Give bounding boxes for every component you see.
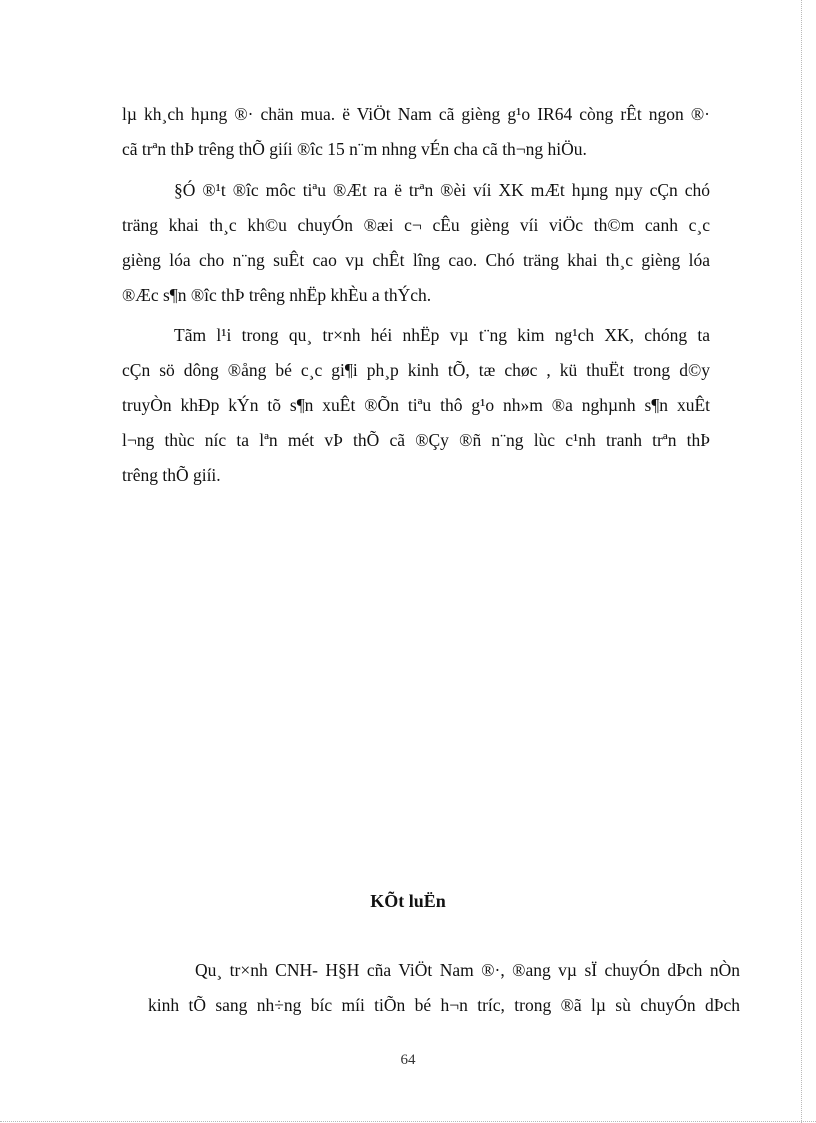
paragraph-3-line-5: trêng thÕ giíi. xyxy=(122,465,221,485)
paragraph-1-line-2: cã trªn thÞ trêng thÕ giíi ®îc 15 n¨m nhng vÉn cha cã th¬ng hiÖu. xyxy=(122,139,587,159)
page-border-bottom xyxy=(0,1121,816,1122)
paragraph-2-line-3: gièng lóa cho n¨ng suÊt cao vµ chÊt lîng cao. Chó träng khai th¸c gièng lóa xyxy=(122,250,710,270)
paragraph-2-line-2: träng khai th¸c kh©u chuyÓn ®æi c¬ cÊu gièng víi viÖc th©m canh c¸c xyxy=(122,215,710,235)
conclusion-line-2: kinh tÕ sang nh÷ng bíc míi tiÕn bé h¬n tríc, trong ®ã lµ sù chuyÓn dÞch xyxy=(148,995,740,1015)
conclusion-line-1: Qu¸ tr×nh CNH- H§H cña ViÖt Nam ®·, ®ang vµ sÏ chuyÓn dÞch nÒn xyxy=(195,960,740,980)
paragraph-3-line-1: Tãm l¹i trong qu¸ tr×nh héi nhËp vµ t¨ng kim ng¹ch XK, chóng ta xyxy=(174,325,710,345)
paragraph-1 xyxy=(122,97,710,167)
paragraph-2 xyxy=(122,173,710,313)
paragraph-2-line-1: §Ó ®¹t ®îc môc tiªu ®Æt ra ë trªn ®èi víi XK mÆt hµng nµy cÇn chó xyxy=(174,180,710,200)
paragraph-3 xyxy=(122,318,710,493)
page-border-right xyxy=(801,0,802,1123)
paragraph-1-line-1: lµ kh¸ch hµng ®· chän mua. ë ViÖt Nam cã gièng g¹o IR64 còng rÊt ngon ®· xyxy=(122,104,710,124)
paragraph-3-line-3: truyÒn khÐp kÝn tõ s¶n xuÊt ®Õn tiªu thô g¹o nh»m ®a nghµnh s¶n xuÊt xyxy=(122,395,710,415)
conclusion-paragraph xyxy=(150,953,740,1023)
paragraph-2-line-4: ®Æc s¶n ®îc thÞ trêng nhËp khÈu a thÝch. xyxy=(122,285,432,305)
paragraph-3-line-2: cÇn sö dông ®ång bé c¸c gi¶i ph¸p kinh tÕ, tæ chøc , kü thuËt trong d©y xyxy=(122,360,710,380)
paragraph-3-line-4: l¬ng thùc níc ta lªn mét vÞ thÕ cã ®Çy ®ñ n¨ng lùc c¹nh tranh trªn thÞ xyxy=(122,430,710,450)
page-number: 64 xyxy=(400,1052,416,1068)
section-heading: KÕt luËn xyxy=(370,891,446,911)
